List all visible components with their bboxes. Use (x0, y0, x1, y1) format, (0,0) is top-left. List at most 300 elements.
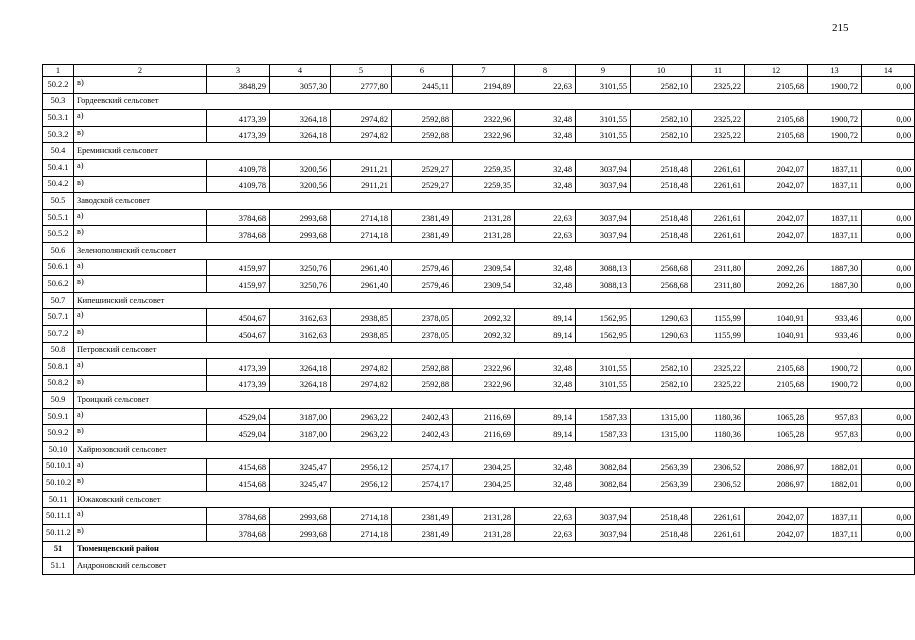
header-row (43, 65, 915, 77)
value-cell: 3082,84 (576, 458, 631, 475)
value-cell: 2116,69 (453, 425, 515, 442)
value-cell: 89,14 (515, 425, 576, 442)
value-cell: 2092,32 (453, 325, 515, 342)
value-cell: 2105,68 (745, 126, 808, 143)
value-cell: 2322,96 (453, 110, 515, 127)
value-cell: 2261,61 (692, 209, 745, 226)
column-header: 10 (631, 65, 692, 77)
table-row (43, 325, 915, 342)
value-cell: 933,46 (808, 325, 862, 342)
section-name: Андроновский сельсовет (74, 558, 915, 575)
value-cell: 0,00 (862, 475, 915, 492)
table-row (43, 359, 915, 376)
value-cell: 32,48 (515, 176, 576, 193)
value-cell: 2582,10 (631, 77, 692, 94)
value-cell: 0,00 (862, 458, 915, 475)
value-cell: 0,00 (862, 408, 915, 425)
value-cell: 3250,76 (270, 259, 331, 276)
value-cell: 2961,40 (331, 259, 392, 276)
value-cell: 2518,48 (631, 159, 692, 176)
value-cell: 2092,26 (745, 276, 808, 293)
row-code: 50.8.1 (43, 359, 74, 376)
value-cell: 2311,80 (692, 259, 745, 276)
column-header: 8 (515, 65, 576, 77)
table-row (43, 408, 915, 425)
value-cell: 3264,18 (270, 375, 331, 392)
value-cell: 2529,27 (392, 159, 453, 176)
section-row (43, 93, 915, 110)
table-row (43, 508, 915, 525)
column-header: 4 (270, 65, 331, 77)
value-cell: 3037,94 (576, 525, 631, 542)
value-cell: 2042,07 (745, 159, 808, 176)
value-cell: 32,48 (515, 475, 576, 492)
value-cell: 2518,48 (631, 209, 692, 226)
column-header: 12 (745, 65, 808, 77)
value-cell: 2582,10 (631, 126, 692, 143)
column-header: 13 (808, 65, 862, 77)
value-cell: 3264,18 (270, 126, 331, 143)
value-cell: 0,00 (862, 77, 915, 94)
value-cell: 2325,22 (692, 110, 745, 127)
value-cell: 2105,68 (745, 359, 808, 376)
row-code: 50.11.2 (43, 525, 74, 542)
row-label: а) (74, 458, 207, 475)
value-cell: 0,00 (862, 126, 915, 143)
value-cell: 0,00 (862, 525, 915, 542)
table-row (43, 159, 915, 176)
value-cell: 0,00 (862, 276, 915, 293)
value-cell: 2325,22 (692, 126, 745, 143)
value-cell: 2961,40 (331, 276, 392, 293)
row-code: 50.6.1 (43, 259, 74, 276)
value-cell: 2963,22 (331, 408, 392, 425)
value-cell: 1837,11 (808, 226, 862, 243)
value-cell: 2963,22 (331, 425, 392, 442)
data-table (42, 64, 915, 575)
value-cell: 2309,54 (453, 276, 515, 293)
value-cell: 4154,68 (207, 475, 270, 492)
value-cell: 1900,72 (808, 77, 862, 94)
value-cell: 1837,11 (808, 176, 862, 193)
value-cell: 1315,00 (631, 408, 692, 425)
row-code: 50.9 (43, 392, 74, 409)
value-cell: 0,00 (862, 375, 915, 392)
value-cell: 2105,68 (745, 77, 808, 94)
value-cell: 2131,28 (453, 226, 515, 243)
table-row (43, 126, 915, 143)
value-cell: 2042,07 (745, 226, 808, 243)
value-cell: 957,83 (808, 425, 862, 442)
value-cell: 2086,97 (745, 475, 808, 492)
row-code: 50.7.1 (43, 309, 74, 326)
value-cell: 1900,72 (808, 375, 862, 392)
value-cell: 2993,68 (270, 209, 331, 226)
value-cell: 0,00 (862, 425, 915, 442)
column-header: 5 (331, 65, 392, 77)
value-cell: 933,46 (808, 309, 862, 326)
row-code: 51.1 (43, 558, 74, 575)
row-label: а) (74, 408, 207, 425)
value-cell: 2592,88 (392, 359, 453, 376)
value-cell: 1837,11 (808, 209, 862, 226)
table-row (43, 425, 915, 442)
value-cell: 2574,17 (392, 458, 453, 475)
value-cell: 2322,96 (453, 126, 515, 143)
value-cell: 2261,61 (692, 159, 745, 176)
row-label: а) (74, 508, 207, 525)
value-cell: 2105,68 (745, 110, 808, 127)
value-cell: 2518,48 (631, 226, 692, 243)
value-cell: 2574,17 (392, 475, 453, 492)
value-cell: 1887,30 (808, 276, 862, 293)
row-code: 50.7 (43, 292, 74, 309)
value-cell: 3162,63 (270, 325, 331, 342)
value-cell: 0,00 (862, 359, 915, 376)
row-code: 50.10.1 (43, 458, 74, 475)
value-cell: 2194,89 (453, 77, 515, 94)
value-cell: 1065,28 (745, 425, 808, 442)
value-cell: 3187,00 (270, 408, 331, 425)
column-header: 9 (576, 65, 631, 77)
value-cell: 2042,07 (745, 508, 808, 525)
row-label: в) (74, 77, 207, 94)
value-cell: 0,00 (862, 259, 915, 276)
value-cell: 1290,63 (631, 325, 692, 342)
value-cell: 2938,85 (331, 325, 392, 342)
value-cell: 4173,39 (207, 375, 270, 392)
section-row (43, 442, 915, 459)
page-number: 215 (832, 22, 849, 34)
value-cell: 1900,72 (808, 126, 862, 143)
section-row (43, 392, 915, 409)
value-cell: 4109,78 (207, 176, 270, 193)
section-name: Гордеевский сельсовет (74, 93, 915, 110)
value-cell: 1887,30 (808, 259, 862, 276)
row-code: 51 (43, 541, 74, 558)
value-cell: 2445,11 (392, 77, 453, 94)
section-name: Заводской сельсовет (74, 193, 915, 210)
value-cell: 2131,28 (453, 508, 515, 525)
row-code: 50.3 (43, 93, 74, 110)
value-cell: 3264,18 (270, 359, 331, 376)
value-cell: 3250,76 (270, 276, 331, 293)
value-cell: 2579,46 (392, 259, 453, 276)
value-cell: 2259,35 (453, 159, 515, 176)
value-cell: 2592,88 (392, 110, 453, 127)
table-body (43, 65, 915, 575)
value-cell: 1065,28 (745, 408, 808, 425)
value-cell: 3101,55 (576, 77, 631, 94)
value-cell: 3784,68 (207, 508, 270, 525)
table-row (43, 209, 915, 226)
value-cell: 2993,68 (270, 525, 331, 542)
value-cell: 3200,56 (270, 159, 331, 176)
table-row (43, 458, 915, 475)
value-cell: 2381,49 (392, 226, 453, 243)
value-cell: 1180,36 (692, 425, 745, 442)
value-cell: 2518,48 (631, 508, 692, 525)
value-cell: 2131,28 (453, 525, 515, 542)
row-code: 50.5 (43, 193, 74, 210)
value-cell: 2974,82 (331, 126, 392, 143)
value-cell: 4109,78 (207, 159, 270, 176)
row-code: 50.6 (43, 242, 74, 259)
table-row (43, 375, 915, 392)
value-cell: 0,00 (862, 159, 915, 176)
row-code: 50.9.2 (43, 425, 74, 442)
row-code: 50.7.2 (43, 325, 74, 342)
value-cell: 2518,48 (631, 525, 692, 542)
value-cell: 3037,94 (576, 508, 631, 525)
value-cell: 2322,96 (453, 375, 515, 392)
value-cell: 3187,00 (270, 425, 331, 442)
row-label: а) (74, 259, 207, 276)
value-cell: 2261,61 (692, 508, 745, 525)
value-cell: 3245,47 (270, 475, 331, 492)
row-label: а) (74, 209, 207, 226)
value-cell: 4504,67 (207, 309, 270, 326)
value-cell: 3264,18 (270, 110, 331, 127)
value-cell: 4159,97 (207, 259, 270, 276)
value-cell: 2322,96 (453, 359, 515, 376)
table-row (43, 276, 915, 293)
value-cell: 4173,39 (207, 126, 270, 143)
row-code: 50.4.2 (43, 176, 74, 193)
value-cell: 4173,39 (207, 110, 270, 127)
value-cell: 3101,55 (576, 126, 631, 143)
value-cell: 2714,18 (331, 209, 392, 226)
value-cell: 3784,68 (207, 226, 270, 243)
value-cell: 32,48 (515, 458, 576, 475)
value-cell: 1900,72 (808, 110, 862, 127)
value-cell: 2579,46 (392, 276, 453, 293)
value-cell: 32,48 (515, 126, 576, 143)
value-cell: 2378,05 (392, 309, 453, 326)
value-cell: 2309,54 (453, 259, 515, 276)
section-row (43, 558, 915, 575)
row-code: 50.6.2 (43, 276, 74, 293)
column-header: 11 (692, 65, 745, 77)
value-cell: 1040,91 (745, 325, 808, 342)
value-cell: 2381,49 (392, 525, 453, 542)
value-cell: 1900,72 (808, 359, 862, 376)
value-cell: 1587,33 (576, 425, 631, 442)
value-cell: 1315,00 (631, 425, 692, 442)
value-cell: 2993,68 (270, 226, 331, 243)
value-cell: 2582,10 (631, 359, 692, 376)
row-code: 50.10 (43, 442, 74, 459)
value-cell: 32,48 (515, 110, 576, 127)
value-cell: 3784,68 (207, 209, 270, 226)
row-label: а) (74, 110, 207, 127)
value-cell: 0,00 (862, 309, 915, 326)
section-name: Тюменцевский район (74, 541, 915, 558)
value-cell: 2105,68 (745, 375, 808, 392)
table-row (43, 309, 915, 326)
section-row (43, 491, 915, 508)
value-cell: 2592,88 (392, 375, 453, 392)
value-cell: 2092,26 (745, 259, 808, 276)
value-cell: 1180,36 (692, 408, 745, 425)
value-cell: 1587,33 (576, 408, 631, 425)
value-cell: 32,48 (515, 276, 576, 293)
value-cell: 89,14 (515, 408, 576, 425)
value-cell: 1837,11 (808, 159, 862, 176)
row-label: в) (74, 276, 207, 293)
value-cell: 2714,18 (331, 525, 392, 542)
value-cell: 22,63 (515, 525, 576, 542)
value-cell: 2974,82 (331, 359, 392, 376)
value-cell: 32,48 (515, 359, 576, 376)
value-cell: 4154,68 (207, 458, 270, 475)
row-code: 50.9.1 (43, 408, 74, 425)
value-cell: 4504,67 (207, 325, 270, 342)
row-code: 50.8.2 (43, 375, 74, 392)
value-cell: 2131,28 (453, 209, 515, 226)
value-cell: 89,14 (515, 309, 576, 326)
value-cell: 3088,13 (576, 276, 631, 293)
value-cell: 2582,10 (631, 110, 692, 127)
value-cell: 3037,94 (576, 159, 631, 176)
section-name: Южаковский сельсовет (74, 491, 915, 508)
value-cell: 2518,48 (631, 176, 692, 193)
value-cell: 2325,22 (692, 77, 745, 94)
value-cell: 3037,94 (576, 176, 631, 193)
value-cell: 2325,22 (692, 359, 745, 376)
value-cell: 1040,91 (745, 309, 808, 326)
value-cell: 2381,49 (392, 508, 453, 525)
column-header: 1 (43, 65, 74, 77)
row-code: 50.10.2 (43, 475, 74, 492)
value-cell: 3200,56 (270, 176, 331, 193)
value-cell: 0,00 (862, 325, 915, 342)
value-cell: 2993,68 (270, 508, 331, 525)
value-cell: 2042,07 (745, 209, 808, 226)
value-cell: 3082,84 (576, 475, 631, 492)
section-name: Ереминский сельсовет (74, 143, 915, 160)
row-code: 50.4.1 (43, 159, 74, 176)
value-cell: 32,48 (515, 159, 576, 176)
table-row (43, 176, 915, 193)
table-row (43, 77, 915, 94)
row-code: 50.3.1 (43, 110, 74, 127)
section-name: Троицкий сельсовет (74, 392, 915, 409)
value-cell: 3848,29 (207, 77, 270, 94)
value-cell: 2777,80 (331, 77, 392, 94)
value-cell: 0,00 (862, 110, 915, 127)
section-name: Петровский сельсовет (74, 342, 915, 359)
value-cell: 2956,12 (331, 475, 392, 492)
column-header: 7 (453, 65, 515, 77)
table-row (43, 226, 915, 243)
value-cell: 1882,01 (808, 475, 862, 492)
value-cell: 3101,55 (576, 110, 631, 127)
row-label: а) (74, 159, 207, 176)
value-cell: 32,48 (515, 259, 576, 276)
value-cell: 1882,01 (808, 458, 862, 475)
table-row (43, 110, 915, 127)
value-cell: 2092,32 (453, 309, 515, 326)
value-cell: 0,00 (862, 209, 915, 226)
value-cell: 1155,99 (692, 325, 745, 342)
row-code: 50.4 (43, 143, 74, 160)
value-cell: 2381,49 (392, 209, 453, 226)
row-code: 50.8 (43, 342, 74, 359)
value-cell: 2956,12 (331, 458, 392, 475)
value-cell: 32,48 (515, 375, 576, 392)
row-label: а) (74, 309, 207, 326)
value-cell: 1290,63 (631, 309, 692, 326)
section-row (43, 541, 915, 558)
value-cell: 2086,97 (745, 458, 808, 475)
row-code: 50.5.1 (43, 209, 74, 226)
section-name: Хайрюзовский сельсовет (74, 442, 915, 459)
row-code: 50.2.2 (43, 77, 74, 94)
value-cell: 2306,52 (692, 458, 745, 475)
section-row (43, 242, 915, 259)
value-cell: 2402,43 (392, 425, 453, 442)
value-cell: 3784,68 (207, 525, 270, 542)
row-label: в) (74, 375, 207, 392)
table-row (43, 259, 915, 276)
row-label: в) (74, 126, 207, 143)
value-cell: 2568,68 (631, 259, 692, 276)
row-code: 50.11 (43, 491, 74, 508)
value-cell: 2592,88 (392, 126, 453, 143)
value-cell: 2714,18 (331, 226, 392, 243)
value-cell: 2568,68 (631, 276, 692, 293)
value-cell: 3057,30 (270, 77, 331, 94)
value-cell: 22,63 (515, 209, 576, 226)
value-cell: 3245,47 (270, 458, 331, 475)
column-header: 14 (862, 65, 915, 77)
section-row (43, 143, 915, 160)
value-cell: 3101,55 (576, 359, 631, 376)
value-cell: 4529,04 (207, 408, 270, 425)
value-cell: 2402,43 (392, 408, 453, 425)
value-cell: 2529,27 (392, 176, 453, 193)
column-header: 6 (392, 65, 453, 77)
section-row (43, 342, 915, 359)
value-cell: 2563,39 (631, 458, 692, 475)
value-cell: 22,63 (515, 508, 576, 525)
row-label: в) (74, 226, 207, 243)
section-row (43, 292, 915, 309)
value-cell: 2582,10 (631, 375, 692, 392)
row-code: 50.11.1 (43, 508, 74, 525)
value-cell: 2304,25 (453, 475, 515, 492)
column-header: 2 (74, 65, 207, 77)
value-cell: 957,83 (808, 408, 862, 425)
value-cell: 1562,95 (576, 309, 631, 326)
value-cell: 22,63 (515, 226, 576, 243)
value-cell: 1837,11 (808, 508, 862, 525)
row-label: в) (74, 176, 207, 193)
section-row (43, 193, 915, 210)
value-cell: 0,00 (862, 508, 915, 525)
value-cell: 89,14 (515, 325, 576, 342)
value-cell: 2259,35 (453, 176, 515, 193)
value-cell: 3088,13 (576, 259, 631, 276)
value-cell: 2563,39 (631, 475, 692, 492)
value-cell: 2306,52 (692, 475, 745, 492)
value-cell: 2116,69 (453, 408, 515, 425)
row-code: 50.3.2 (43, 126, 74, 143)
value-cell: 3037,94 (576, 209, 631, 226)
value-cell: 2974,82 (331, 110, 392, 127)
value-cell: 0,00 (862, 176, 915, 193)
